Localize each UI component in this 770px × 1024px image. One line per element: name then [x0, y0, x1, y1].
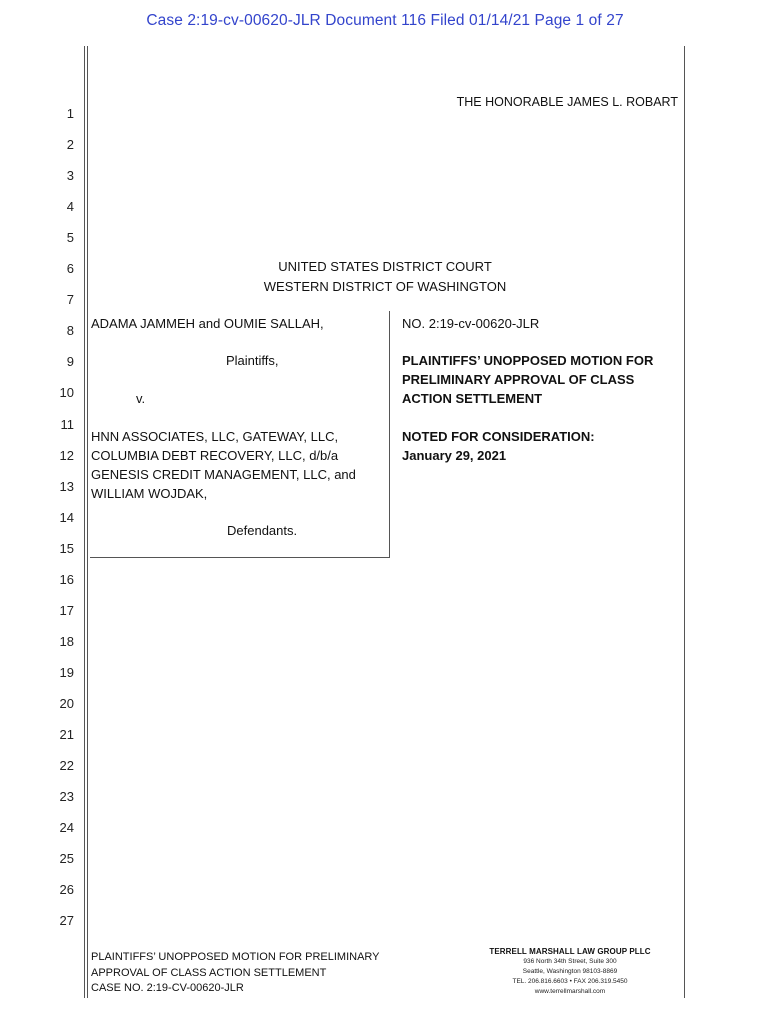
line-number: 11 [60, 416, 74, 432]
defendants-line-3: GENESIS CREDIT MANAGEMENT, LLC, and [91, 467, 356, 482]
line-number: 23 [59, 789, 74, 805]
caption-box-right-border [389, 311, 390, 558]
line-number: 13 [59, 478, 74, 494]
line-number: 27 [59, 913, 74, 929]
footer-document-title [91, 950, 411, 997]
caption-box-bottom-border [90, 557, 390, 558]
left-margin-rule-outer [84, 46, 85, 998]
footer-title-line-1: PLAINTIFFS’ UNOPPOSED MOTION FOR PRELIMINARY [91, 951, 380, 963]
motion-title-line-2: PRELIMINARY APPROVAL OF CLASS [402, 372, 635, 387]
motion-title-line-1: PLAINTIFFS’ UNOPPOSED MOTION FOR [402, 353, 654, 368]
firm-phone-fax: TEL. 206.816.6603 • FAX 206.319.5450 [512, 978, 628, 985]
plaintiffs-names: ADAMA JAMMEH and OUMIE SALLAH, [91, 316, 324, 331]
noted-label: NOTED FOR CONSIDERATION: [402, 429, 595, 444]
line-number: 22 [59, 758, 74, 774]
defendants-line-2: COLUMBIA DEBT RECOVERY, LLC, d/b/a [91, 448, 339, 463]
line-number: 7 [66, 292, 74, 308]
firm-address-1: 936 North 34th Street, Suite 300 [523, 958, 617, 965]
defendants-label: Defendants. [227, 523, 298, 538]
line-number: 3 [66, 168, 74, 184]
firm-name: TERRELL MARSHALL LAW GROUP PLLC [489, 947, 651, 956]
line-number: 8 [66, 323, 74, 339]
line-number: 1 [66, 106, 74, 121]
court-district: WESTERN DISTRICT OF WASHINGTON [263, 279, 507, 294]
line-number: 26 [59, 882, 74, 898]
line-number: 12 [59, 447, 74, 463]
line-number: 6 [66, 261, 74, 277]
versus: v. [136, 391, 146, 406]
line-number: 16 [59, 571, 74, 587]
judge-name: THE HONORABLE JAMES L. ROBART [456, 95, 678, 109]
court-title [90, 257, 680, 297]
line-number: 24 [59, 820, 74, 836]
line-number: 4 [66, 199, 74, 215]
line-number: 15 [59, 540, 74, 556]
defendants-line-1: HNN ASSOCIATES, LLC, GATEWAY, LLC, [91, 429, 339, 444]
line-number: 19 [59, 664, 74, 680]
case-number: NO. 2:19-cv-00620-JLR [402, 316, 540, 331]
footer-case-number: CASE NO. 2:19-CV-00620-JLR [91, 982, 244, 994]
line-number: 5 [66, 230, 74, 246]
noted-date: January 29, 2021 [402, 448, 507, 463]
plaintiffs-label: Plaintiffs, [226, 353, 279, 368]
caption-parties [91, 314, 381, 540]
line-number: 2 [66, 137, 74, 153]
line-number: 14 [59, 509, 74, 525]
line-number: 25 [59, 851, 74, 867]
right-margin-rule [684, 46, 685, 998]
court-name: UNITED STATES DISTRICT COURT [278, 259, 492, 274]
caption-case-info [402, 314, 662, 465]
line-number: 21 [59, 727, 74, 742]
line-number: 10 [59, 385, 74, 401]
left-margin-rule-inner [87, 46, 88, 998]
ecf-filing-header: Case 2:19-cv-00620-JLR Document 116 Filed 01/14/21 Page 1 of 27 [146, 12, 624, 29]
firm-address-2: Seattle, Washington 98103-8869 [522, 968, 618, 975]
footer-law-firm [470, 947, 670, 997]
motion-title-line-3: ACTION SETTLEMENT [402, 391, 543, 406]
line-number: 20 [59, 695, 74, 711]
footer-title-line-2: APPROVAL OF CLASS ACTION SETTLEMENT [91, 966, 327, 979]
line-number: 9 [66, 354, 74, 370]
line-number: 17 [59, 602, 74, 618]
defendants-line-4: WILLIAM WOJDAK, [91, 486, 208, 501]
firm-website: www.terrellmarshall.com [534, 988, 606, 995]
line-number: 18 [59, 633, 74, 649]
